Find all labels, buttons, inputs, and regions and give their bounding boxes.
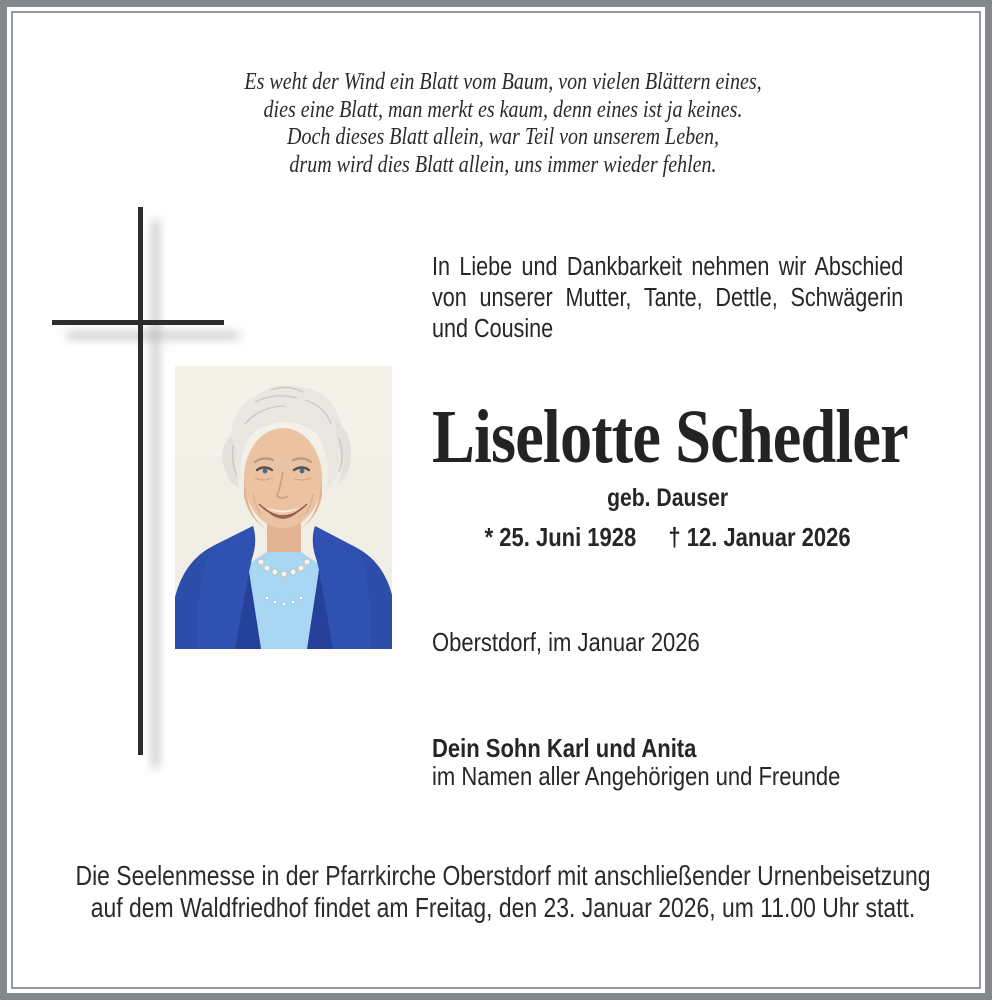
- poem-line: dies eine Blatt, man merkt es kaum, denn eines ist ja keines.: [263, 96, 743, 123]
- portrait-photo: [175, 366, 392, 649]
- poem-line: Es weht der Wind ein Blatt vom Baum, von vielen Blättern eines,: [244, 69, 762, 95]
- death-date: † 12. Januar 2026: [668, 522, 851, 552]
- notice-line: auf dem Waldfriedhof findet am Freitag, den 23. Januar 2026, um 11.00 Uhr statt.: [90, 891, 916, 923]
- cross-vertical-bar: [138, 207, 143, 755]
- intro-line: von unserer Mutter, Tante, Dettle, Schwägerin: [432, 284, 904, 312]
- cross-horizontal-bar: [52, 320, 224, 325]
- mourners-addendum: im Namen aller Angehörigen und Freunde: [432, 760, 841, 791]
- funeral-notice: [7, 860, 992, 923]
- notice-line: Die Seelenmesse in der Pfarrkirche Oberstdorf mit anschließender Urnenbeisetzung: [75, 860, 931, 891]
- poem-line: Doch dieses Blatt allein, war Teil von unserem Leben,: [287, 124, 719, 150]
- mourners-signoff: [432, 735, 903, 790]
- intro-line: In Liebe und Dankbarkeit nehmen wir Abschied: [432, 253, 904, 281]
- farewell-intro: [432, 252, 903, 345]
- intro-line: und Cousine: [432, 315, 554, 343]
- place-and-date: Oberstdorf, im Januar 2026: [432, 627, 700, 657]
- text-column: [432, 7, 908, 1007]
- life-dates: [432, 522, 903, 553]
- birth-date: * 25. Juni 1928: [484, 522, 637, 552]
- maiden-name: geb. Dauser: [607, 484, 729, 512]
- deceased-name: Liselotte Schedler: [432, 395, 908, 479]
- poem-line: drum wird dies Blatt allein, uns immer wieder fehlen.: [289, 151, 717, 178]
- mourners-names: Dein Sohn Karl und Anita: [432, 733, 697, 763]
